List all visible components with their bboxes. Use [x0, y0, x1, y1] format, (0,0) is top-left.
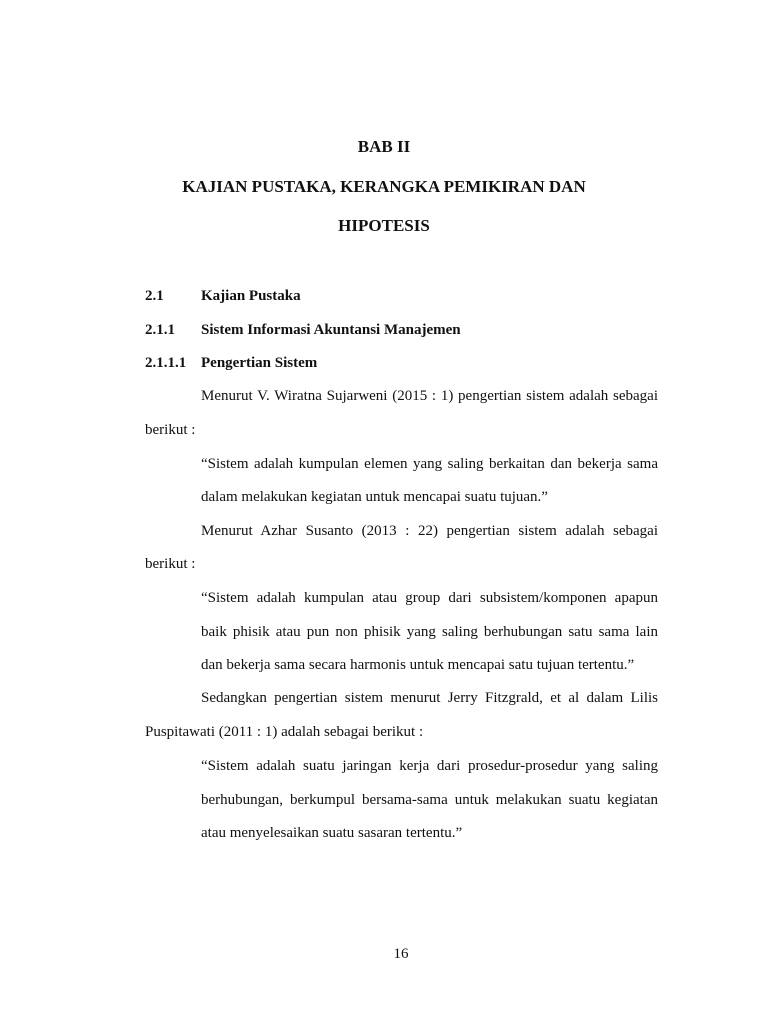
page-number: 16 [393, 946, 409, 962]
chapter-title-line-1: KAJIAN PUSTAKA, KERANGKA PEMIKIRAN DAN [182, 177, 586, 196]
quote-line: berhubungan, berkumpul bersama-sama untuk melakukan suatu kegiatan [201, 792, 658, 808]
subsubsection-number: 2.1.1.1 [145, 355, 187, 371]
body-line: Menurut V. Wiratna Sujarweni (2015 : 1) pengertian sistem adalah sebagai [201, 388, 658, 404]
section-number: 2.1 [145, 288, 164, 304]
body-line: berikut : [145, 556, 196, 572]
quote-line: “Sistem adalah kumpulan atau group dari subsistem/komponen apapun [201, 590, 658, 606]
subsection-number: 2.1.1 [145, 322, 175, 338]
quote-line: “Sistem adalah suatu jaringan kerja dari prosedur-prosedur yang saling [201, 758, 658, 774]
quote-line: dan bekerja sama secara harmonis untuk mencapai satu tujuan tertentu.” [201, 657, 635, 673]
section-title: Kajian Pustaka [201, 288, 301, 304]
quote-line: atau menyelesaikan suatu sasaran tertentu.” [201, 825, 463, 841]
chapter-heading: BAB II [357, 137, 411, 156]
quote-line: “Sistem adalah kumpulan elemen yang saling berkaitan dan bekerja sama [201, 456, 658, 472]
body-line: berikut : [145, 422, 196, 438]
body-line: Sedangkan pengertian sistem menurut Jerry Fitzgrald, et al dalam Lilis [201, 690, 658, 706]
chapter-title-line-2: HIPOTESIS [338, 216, 430, 235]
quote-line: dalam melakukan kegiatan untuk mencapai suatu tujuan.” [201, 489, 548, 505]
body-line: Puspitawati (2011 : 1) adalah sebagai berikut : [145, 724, 424, 740]
subsubsection-title: Pengertian Sistem [201, 355, 318, 371]
body-line: Menurut Azhar Susanto (2013 : 22) pengertian sistem adalah sebagai [201, 523, 658, 539]
subsection-title: Sistem Informasi Akuntansi Manajemen [201, 322, 461, 338]
quote-line: baik phisik atau pun non phisik yang saling berhubungan satu sama lain [201, 624, 658, 640]
